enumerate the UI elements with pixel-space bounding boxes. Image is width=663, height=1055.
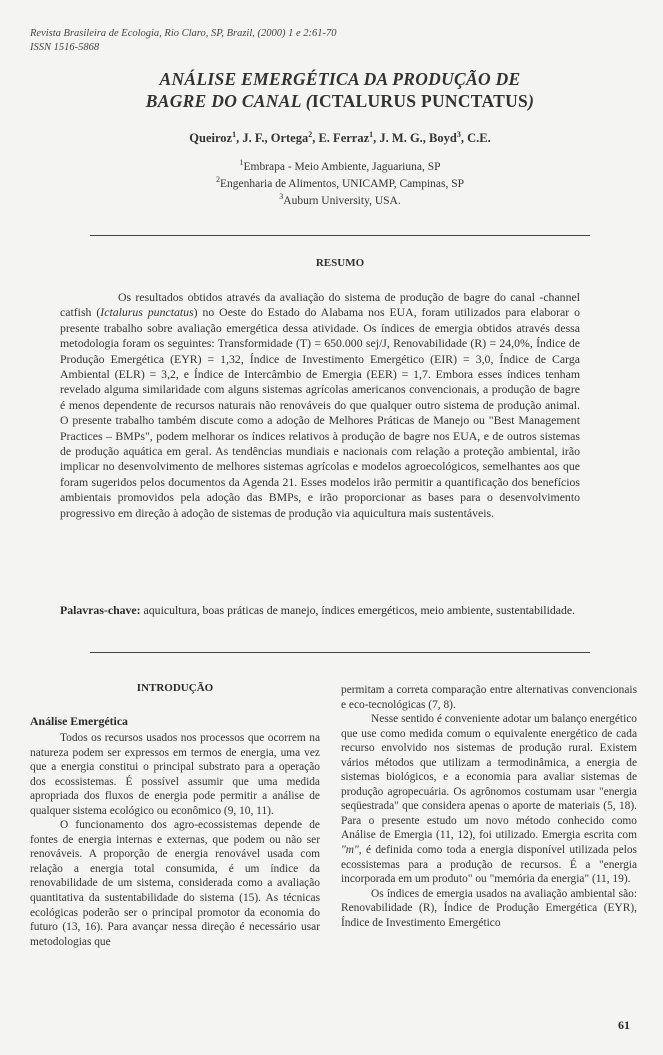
issn-line: ISSN 1516-5868 xyxy=(30,42,100,53)
subsection-heading: Análise Emergética xyxy=(30,714,128,728)
section-heading-introduction: INTRODUÇÃO xyxy=(136,682,214,694)
abstract-body xyxy=(60,290,580,521)
title-line-1: ANÁLISE EMERGÉTICA DA PRODUÇÃO DE xyxy=(159,69,521,89)
abstract-heading: RESUMO xyxy=(315,257,365,269)
divider-top xyxy=(90,235,590,236)
affiliation-2: $^2$Engenharia de Alimentos, UNICAMP, Campinas, SP xyxy=(215,175,465,190)
journal-line: Revista Brasileira de Ecologia, Rio Claro, SP, Brazil, (2000) 1 e 2:61-70 xyxy=(30,28,337,39)
right-column xyxy=(341,683,637,930)
keywords xyxy=(60,603,580,618)
left-column xyxy=(30,731,320,949)
abstract-paragraph: Os resultados obtidos através da avaliação do sistema de produção de bagre do canal -channel catfish (Ictalurus punctatus) no Oeste do Estado do Alabama nos EUA, foram utilizados para elaborar o presente trabalho sobre avaliação emergética dessa atividade. Os índices de emergia obtidos através dessa metodologia foram os seguintes: Transformidade (T) = 650.000 sej/J, Renovabilidade (R) = 24,0%, Índice de Produção Emergética (EYR) = 1,32, Índice de Investimento Emergético (EIR) = 3,0, Índice de Carga Ambiental (ELR) = 3,2, e Índice de Intercâmbio de Emergia (EER) = 1,7. Embora esses índices tenham revelado alguma similaridade com alguns sistemas agrícolas americanos convencionais, a produção de bagre é menos dependente de recursos naturais não renováveis do que qualquer outro sistema de produção animal. O presente trabalho também discute como a adoção de Melhores Práticas de Manejo ou "Best Management Practices – BMPs", podem melhorar os índices relativos à produção de bagre nos EUA, e de outros sistemas de produção aquática em geral. As tendências mundiais e nacionais com relação a proteção ambiental, irão implicar no desenvolvimento de melhores sistemas agrícolas e modelos agroecológicos, semelhantes aos que foram sugeridos pelos documentos da Agenda 21. Esses modelos irão permitir a quantificação dos benefícios ambientais promovidos pela adoção das BMPs, e irão proporcionar as bases para o desenvolvimento progressivo em direção à adoção de sistemas de produção via aquicultura mais sustentáveis. xyxy=(60,290,581,520)
journal-citation xyxy=(30,27,337,55)
paper-title xyxy=(40,68,640,112)
affiliation-3: $^3$Auburn University, USA. xyxy=(279,192,401,207)
right-paragraph-2: Os índices de emergia usados na avaliação ambiental são: Renovabilidade (R), Índice de Produção Emergética (EYR), Índice de Investimento Emergético xyxy=(341,887,637,929)
divider-bottom xyxy=(90,652,590,653)
keywords-label: Palavras-chave: xyxy=(60,603,141,617)
keywords-text: aquicultura, boas práticas de manejo, índices emergéticos, meio ambiente, sustentabilidade. xyxy=(140,603,576,617)
right-paragraph-continued: permitam a correta comparação entre alternativas convencionais e eco-tecnológicas (7, 8). xyxy=(341,684,637,711)
title-line-2: BAGRE DO CANAL (ICTALURUS PUNCTATUS) xyxy=(145,91,535,111)
left-paragraph-1: Todos os recursos usados nos processos que ocorrem na natureza podem ser expressos em termos de energia, uma vez que a energia constitui o principal substrato para a operação dos ecossistemas. É possível assumir que uma medida apropriada dos fluxos de energia pode permitir a análise de qualquer sistema ecológico ou econômico (9, 10, 11). xyxy=(30,732,320,817)
page-number: 61 xyxy=(618,1018,630,1032)
author-list: Queiroz$^1$, J. F., Ortega$^2$, E. Ferraz$^1$, J. M. G., Boyd$^3$, C.E. xyxy=(189,130,491,146)
right-paragraph-1: Nesse sentido é conveniente adotar um balanço energético que use como medida comum o equivalente energético de cada recurso envolvido nos sistemas de produção rural. Existem vários métodos que utilizam a termodinâmica, a energia de sistemas biológicos, e a economia para avaliar sistemas de produção agropecuária. Os agrônomos costumam usar "energia seqüestrada" que considera apenas o aporte de materiais (5, 18). Para o presente estudo um novo método conhecido como Análise de Emergia (11, 12), foi utilizado. Emergia escrita com "m", é definida como toda a energia disponível utilizada pelos ecossistemas para a produção de recursos. É a "energia incorporada em um produto" ou "memória da energia" (11, 19). xyxy=(341,713,637,886)
affiliation-1: $^1$Embrapa - Meio Ambiente, Jaguariuna, SP xyxy=(239,158,441,173)
left-paragraph-2: O funcionamento dos agro-ecossistemas depende de fontes de energia internas e externas, que podem ou não ser renováveis. A proporção de energia renovável usada com relação a energia total consumida, é um índice da renovabilidade de um sistema, considerada como a avaliação quantitativa da sustentabilidade do sistema (15). As técnicas ecológicas poderão ser o principal promotor da economia do futuro (13, 16). Para avançar nessa direção é necessário usar metodologias que xyxy=(30,819,320,948)
species-name: ICTALURUS PUNCTATUS xyxy=(311,91,529,111)
